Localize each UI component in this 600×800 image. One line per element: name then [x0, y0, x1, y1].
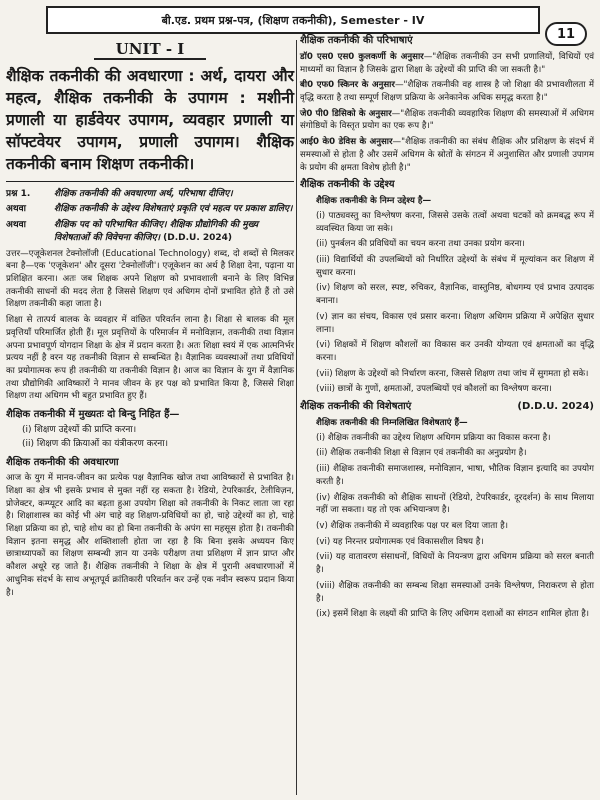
list-item: (ii) पुनर्बलन की प्रविधियों का चयन करना तथा उनका प्रयोग करना।: [316, 239, 525, 250]
list-item: (vi) यह निरन्तर प्रयोगात्मक एवं विकासशील विषय है।: [316, 536, 484, 547]
list-item: (vi) शिक्षकों में शिक्षण कौशलों का विकास कर उनकी योग्यता एवं क्षमताओं का वृद्धि करना।: [316, 340, 594, 363]
features-heading: शैक्षिक तकनीकी की विशेषताएं: [300, 401, 412, 413]
column-divider: [296, 40, 297, 795]
right-column: [300, 35, 594, 624]
list-item: (viii) शैक्षिक तकनीकी का सम्बन्ध शिक्षा समस्याओं उनके विश्लेषण, निराकरण से होता है।: [316, 580, 594, 604]
exam-reference: (D.D.U. 2024): [163, 233, 233, 243]
list-item: (i) शिक्षण उद्देश्यों की प्राप्ति करना।: [22, 425, 137, 436]
list-item: (ii) शैक्षिक तकनीकी शिक्षा से विज्ञान एवं तकनीकी का अनुप्रयोग है।: [316, 448, 527, 459]
aims-heading: शैक्षिक तकनीकी के उद्देश्य: [300, 179, 395, 191]
page-header: बी.एड. प्रथम प्रश्न-पत्र, (शिक्षण तकनीकी), Semester - IV: [46, 6, 540, 34]
question-2: [6, 203, 294, 217]
definition-author: आई0 के0 डेविस के अनुसार: [300, 137, 393, 148]
unit-title: UNIT - I: [6, 38, 294, 61]
question-3: [6, 219, 294, 246]
exam-reference: (D.D.U. 2024): [517, 401, 594, 413]
question-label: अथवा: [6, 204, 26, 214]
features-heading-row: [300, 400, 594, 415]
list-item: (iii) शैक्षिक तकनीकी समाजशास्त्र, मनोविज्ञान, भाषा, भौतिक विज्ञान इत्यादि का उपयोग करती है।: [316, 464, 594, 487]
concept-heading: शैक्षिक तकनीकी की अवधारणा: [6, 457, 119, 469]
question-label: अथवा: [6, 219, 26, 230]
answer-paragraph-1: उत्तर—एजूकेशनल टेक्नोलॉजी (Educational Technology) शब्द, दो शब्दों से मिलकर बना है—एक 'एजूकेशन' और दूसरा 'टेक्नोलॉजी'। एजूकेशन का अर्थ है शिक्षा देना, पढ़ाना या प्रशिक्षित करना। अतः जब शिक्षक अपने शिक्षण को प्रभावशाली बनाने के लिए विभिन्न तकनीकी साधनों की मदद लेता है जिससे शिक्षण एवं अधिगम दोनों प्रभावित होते हैं तो उसे शिक्षण तकनीकी कहा जाता है।: [6, 248, 294, 310]
list-item: (iii) विद्यार्थियों की उपलब्धियों को निर्धारित उद्देश्यों के संबंध में मूल्यांकन कर शिक्षण में सुधार करना।: [316, 254, 594, 278]
features-subheading: शैक्षिक तकनीकी की निम्नलिखित विशेषताएं हैं—: [316, 417, 468, 428]
definitions-heading: शैक्षिक तकनीकी की परिभाषाएं: [300, 35, 413, 46]
question-1: [6, 188, 294, 202]
list-item: (ix) इसमें शिक्षा के लक्ष्यों की प्राप्ति के लिए अधिगम दशाओं का संगठन शामिल होता है।: [316, 609, 590, 620]
list-item: (iv) शिक्षण को सरल, स्पष्ट, रुचिकर, वैज्ञानिक, वास्तुनिष्ठ, बोधगम्य एवं प्रभाव उत्पादक बनाना।: [316, 283, 594, 307]
list-item: (v) शैक्षिक तकनीकी में व्यवहारिक पक्ष पर बल दिया जाता है।: [316, 520, 508, 531]
definition-item: बी0 एफ0 स्किनर के अनुसार—"शैक्षिक तकनीकी वह शास्त्र है जो शिक्षा की प्रभावशीलता में वृद्धि करता है तथा सम्पूर्ण शिक्षण प्रक्रिया के अनेकानेक अधिक समृद्ध करता है।": [300, 80, 594, 103]
two-points-list: [6, 424, 294, 451]
page-number: 11: [545, 22, 587, 46]
left-column: [6, 38, 294, 602]
concept-paragraph: आज के युग में मानव-जीवन का प्रत्येक पक्ष वैज्ञानिक खोज तथा आविष्कारों से प्रभावित है। शिक्षा का क्षेत्र भी इसके प्रभाव से मुक्त नहीं रह सकता है। रेडियो, टेपरिकार्डर, टेलीविज़न, प्रोजेक्टर, कम्प्यूटर आदि का बढ़ता हुआ उपयोग शिक्षा को तकनीकी के निकट लाता जा रहा है। शिक्षाशास्त्र का कोई भी अंग चाहे वह शिक्षण-प्रविधियों का हो, चाहे उद्देश्यों का हो, चाहे शिक्षा प्रक्रिया का हो, चाहे शोध का हो बिना तकनीकी के अपंग सा महसूस होता है। तकनीकी विज्ञान इतना समृद्ध और शक्तिशाली होता जा रहा है कि बिना इसके अध्ययन किए छात्राध्यापकों का शिक्षण सम्बन्धी ज्ञान या उनके परीक्षण तथा प्रशिक्षण में ज्ञान प्राप्त और कौशल अधूरे रह जाते हैं। शैक्षिक तकनीकी ने शिक्षा के क्षेत्र में पुरानी अवधारणाओं में आधुनिक संदर्भ के साथ अभूतपूर्व क्रांतिकारी परिवर्तन कर उन्हें एक नवीन स्वरूप प्रदान किया है।: [6, 473, 294, 598]
list-item: (i) पाठ्यवस्तु का विश्लेषण करना, जिससे उसके तत्वों अथवा घटकों को क्रमबद्ध रूप में व्यवस्थित किया जा सके।: [316, 210, 594, 234]
definition-author: डॉ0 एस0 एस0 कुलकर्णी के अनुसार: [300, 51, 424, 62]
question-text: शैक्षिक तकनीकी के उद्देश्य विशेषताएं प्रकृति एवं महत्व पर प्रकाश डालिए।: [54, 204, 293, 214]
two-points-heading: शैक्षिक तकनीकी में मुख्यतः दो बिन्दु निहित हैं—: [6, 409, 180, 421]
list-item: (ii) शिक्षण की क्रियाओं का यंत्रीकरण करना।: [22, 438, 169, 449]
list-item: (viii) छात्रों के गुणों, क्षमताओं, उपलब्धियों एवं कौशलों का विश्लेषण करना।: [316, 384, 552, 395]
section-rule: [6, 181, 294, 182]
unit-syllabus: शैक्षिक तकनीकी की अवधारणा : अर्थ, दायरा और महत्व, शैक्षिक तकनीकी के उपागम : मशीनी प्रणाली या हार्डवेयर उपागम, व्यवहार प्रणाली या सॉफ्टवेयर उपागम, प्रणाली उपागम। शैक्षिक तकनीकी बनाम शिक्षण तकनीकी।: [6, 66, 294, 173]
question-text: शैक्षिक पद को परिभाषित कीजिए। शैक्षिक प्रौद्योगिकी की मुख्य विशेषताओं की विवेचना कीजिए। (D.D.U. 2024): [54, 219, 259, 243]
definition-author: जे0 पी0 डिसिको के अनुसार: [300, 108, 392, 119]
answer-paragraph-2: शिक्षा से तात्पर्य बालक के व्यवहार में वांछित परिवर्तन लाना है। शिक्षा से बालक की मूल प्रवृत्तियाँ परिमार्जित होती हैं। मूल प्रवृत्तियों के परिमार्जन में मनोविज्ञान, तकनीकी तथा विज्ञान अपना प्रभावपूर्ण योगदान शिक्षा के क्षेत्र में प्रदान करता है। अतः शिक्षा स्वयं में एक आत्मनिर्भर प्रत्यय नहीं है वरन यह तकनीकी विज्ञान से सम्बन्धित है। वैज्ञानिक व्यवस्थाओं तथा प्रविधियों का प्रयोगात्मक रूप ही तकनीकी या तकनीकी विज्ञान है। आज का विज्ञान के युग में वैज्ञानिक तथा प्रौद्योगिकी आविष्कारों ने मानव जीवन के हर पक्ष को प्रभावित किया है, जिससे शिक्षा शिक्षण तथा अधिगम भी बहुत प्रभावित हुए हैं।: [6, 315, 294, 402]
list-item: (vii) यह वातावरण संसाधनों, विधियों के नियन्त्रण द्वारा अधिगम प्रक्रिया को सरल बनाती है।: [316, 552, 594, 576]
definition-item: जे0 पी0 डिसिको के अनुसार—"शैक्षिक तकनीकी व्यवहारिक शिक्षण की समस्याओं में अधिगम संगोष्ठियों के विस्तृत प्रयोग का एक रूप है।": [300, 108, 594, 132]
aims-subheading: शैक्षिक तकनीकी के निम्न उद्देश्य है—: [316, 196, 432, 207]
question-text: शैक्षिक तकनीकी की अवधारणा अर्थ, परिभाषा दीजिए।: [54, 188, 233, 199]
definition-author: बी0 एफ0 स्किनर के अनुसार: [300, 80, 395, 91]
definition-item: डॉ0 एस0 एस0 कुलकर्णी के अनुसार—"शैक्षिक तकनीकी उन सभी प्रणालियों, विधियों एवं माध्यमों का विज्ञान है जिसके द्वारा शिक्षा के उद्देश्यों की प्राप्ति की जा सकती है।": [300, 51, 594, 75]
question-label: प्रश्न 1.: [6, 188, 31, 199]
list-item: (vii) शिक्षण के उद्देश्यों को निर्धारण करना, जिससे शिक्षण तथा जांच में सुगमता हो सके।: [316, 368, 589, 379]
list-item: (iv) शैक्षिक तकनीकी को शैक्षिक साधनों (रेडियो, टेपरिकार्डर, दूरदर्शन) के साथ मिलाया नहीं जा सकता। यह तो एक अभियान्त्रण है।: [316, 492, 594, 516]
list-item: (v) ज्ञान का संचय, विकास एवं प्रसार करना। शिक्षण अधिगम प्रक्रिया में अपेक्षित सुधार लाना।: [316, 311, 594, 335]
list-item: (i) शैक्षिक तकनीकी का उद्देश्य शिक्षण अधिगम प्रक्रिया का विकास करना है।: [316, 432, 551, 443]
definition-item: आई0 के0 डेविस के अनुसार—"शैक्षिक तकनीकी का संबंध शैक्षिक और प्रशिक्षण के संदर्भ में समस्याओं से होता है और उसमें अधिगम के स्रोतों के संगठन में अनुशासित और प्रणाली उपागम के प्रयोग की क्षमता विशेष होती है।": [300, 137, 594, 173]
